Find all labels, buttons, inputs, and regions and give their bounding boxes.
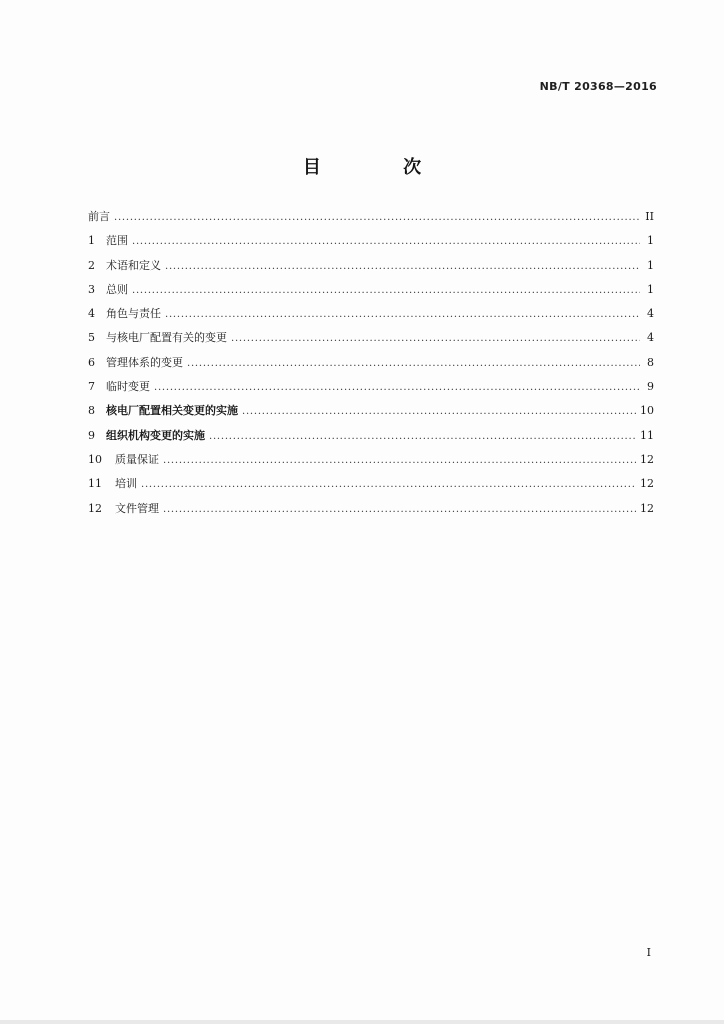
toc-entry-foreword[interactable] bbox=[88, 208, 654, 232]
toc-entry-number: 2 bbox=[88, 258, 95, 272]
toc-entry-number: 1 bbox=[88, 234, 95, 248]
toc-entry-label: 范围 bbox=[106, 234, 128, 248]
toc-entry-7[interactable] bbox=[88, 378, 654, 402]
toc-entry-page: 10 bbox=[640, 404, 654, 418]
toc-entry-page: 12 bbox=[640, 501, 654, 515]
toc-entry-page: 4 bbox=[647, 307, 654, 321]
toc-entry-number: 10 bbox=[88, 452, 102, 466]
toc-entry-number: 8 bbox=[88, 404, 95, 418]
toc-entry-label: 质量保证 bbox=[115, 452, 159, 466]
toc-entry-number: 4 bbox=[88, 307, 95, 321]
toc-entry-label: 角色与责任 bbox=[106, 307, 161, 321]
standard-number: NB/T 20368—2016 bbox=[539, 80, 657, 93]
toc-entry-page: 12 bbox=[640, 477, 654, 491]
toc-entry-6[interactable] bbox=[88, 354, 654, 378]
toc-entry-page: 11 bbox=[640, 428, 654, 442]
dot-leader bbox=[141, 479, 636, 490]
dot-leader bbox=[165, 261, 640, 272]
toc-entry-label: 与核电厂配置有关的变更 bbox=[106, 331, 227, 345]
dot-leader bbox=[154, 382, 640, 393]
toc-entry-page: 1 bbox=[647, 258, 654, 272]
toc-entry-number: 12 bbox=[88, 501, 102, 515]
toc-entry-9[interactable] bbox=[88, 427, 654, 451]
toc-entry-label: 培训 bbox=[115, 477, 137, 491]
toc-entry-8[interactable] bbox=[88, 402, 654, 426]
toc-entry-page: 1 bbox=[647, 234, 654, 248]
dot-leader bbox=[187, 358, 640, 369]
toc-entry-page: II bbox=[645, 210, 654, 223]
toc-entry-page: 8 bbox=[647, 355, 654, 369]
dot-leader bbox=[231, 333, 640, 344]
toc-entry-label: 前言 bbox=[88, 210, 110, 223]
toc-entry-number: 7 bbox=[88, 380, 95, 394]
toc-entry-page: 12 bbox=[640, 452, 654, 466]
toc-entry-number: 6 bbox=[88, 355, 95, 369]
toc-entry-page: 1 bbox=[647, 282, 654, 296]
toc-entry-label: 术语和定义 bbox=[106, 258, 161, 272]
toc-entry-label: 核电厂配置相关变更的实施 bbox=[106, 404, 238, 418]
dot-leader bbox=[132, 285, 640, 296]
dot-leader bbox=[242, 406, 636, 417]
toc-entry-3[interactable] bbox=[88, 281, 654, 305]
toc-entry-5[interactable] bbox=[88, 329, 654, 353]
toc-title: 目 次 bbox=[302, 157, 460, 178]
dot-leader bbox=[163, 455, 636, 466]
table-of-contents bbox=[88, 208, 654, 524]
toc-entry-label: 文件管理 bbox=[115, 501, 159, 515]
toc-entry-number: 9 bbox=[88, 428, 95, 442]
scan-edge bbox=[0, 1020, 724, 1024]
dot-leader bbox=[132, 236, 640, 247]
toc-entry-page: 4 bbox=[647, 331, 654, 345]
toc-entry-12[interactable] bbox=[88, 500, 654, 524]
toc-entry-label: 组织机构变更的实施 bbox=[106, 428, 205, 442]
toc-entry-number: 3 bbox=[88, 282, 95, 296]
toc-entry-label: 临时变更 bbox=[106, 380, 150, 394]
toc-entry-2[interactable] bbox=[88, 257, 654, 281]
page-number: I bbox=[646, 946, 651, 959]
toc-entry-number: 5 bbox=[88, 331, 95, 345]
toc-entry-number: 11 bbox=[88, 477, 102, 491]
toc-entry-page: 9 bbox=[647, 380, 654, 394]
dot-leader bbox=[165, 309, 640, 320]
dot-leader bbox=[163, 504, 636, 515]
dot-leader bbox=[114, 212, 640, 223]
toc-entry-label: 总则 bbox=[106, 282, 128, 296]
toc-entry-11[interactable] bbox=[88, 475, 654, 499]
toc-entry-1[interactable] bbox=[88, 232, 654, 256]
dot-leader bbox=[209, 431, 636, 442]
toc-entry-4[interactable] bbox=[88, 305, 654, 329]
toc-entry-10[interactable] bbox=[88, 451, 654, 475]
toc-entry-label: 管理体系的变更 bbox=[106, 355, 183, 369]
